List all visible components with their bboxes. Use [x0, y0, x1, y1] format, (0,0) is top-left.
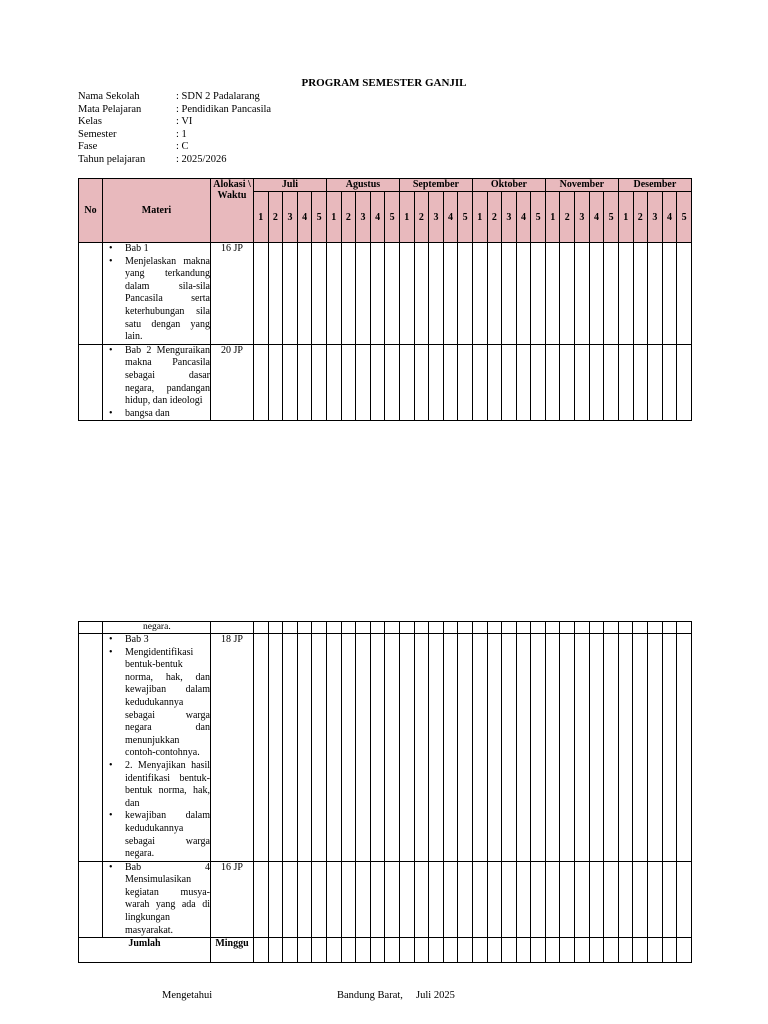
- week-header: 2: [487, 192, 502, 243]
- week-cell: [326, 622, 341, 634]
- signature-left: Mengetahui: [162, 990, 213, 1001]
- week-header: 2: [268, 192, 283, 243]
- week-header: 5: [458, 192, 473, 243]
- week-cell: [414, 634, 429, 862]
- week-cell: [648, 344, 663, 421]
- week-header: 3: [648, 192, 663, 243]
- week-cell: [487, 634, 502, 862]
- week-cell: [545, 861, 560, 938]
- week-cell: [531, 634, 546, 862]
- week-cell: [472, 861, 487, 938]
- week-cell: [370, 622, 385, 634]
- week-cell: [662, 634, 677, 862]
- week-cell: [618, 938, 633, 963]
- week-header: 5: [385, 192, 400, 243]
- week-cell: [589, 344, 604, 421]
- week-cell: [429, 634, 444, 862]
- week-cell: [341, 622, 356, 634]
- week-header: 4: [297, 192, 312, 243]
- week-cell: [399, 938, 414, 963]
- week-cell: [604, 622, 619, 634]
- week-cell: [604, 938, 619, 963]
- week-cell: [443, 861, 458, 938]
- week-header: 5: [677, 192, 692, 243]
- list-item: • 2. Menyajikan hasil identifikasi bentuk-bentuk norma, hak, dan: [125, 760, 210, 810]
- week-cell: [502, 938, 517, 963]
- week-cell: [589, 938, 604, 963]
- week-header: 3: [429, 192, 444, 243]
- table-row: [79, 634, 692, 862]
- week-cell: [531, 243, 546, 345]
- week-cell: [472, 634, 487, 862]
- week-cell: [414, 622, 429, 634]
- week-cell: [604, 344, 619, 421]
- week-cell: [458, 634, 473, 862]
- week-cell: [443, 243, 458, 345]
- week-cell: [575, 243, 590, 345]
- week-cell: [268, 938, 283, 963]
- week-cell: [502, 861, 517, 938]
- week-cell: [356, 938, 371, 963]
- week-header: 1: [545, 192, 560, 243]
- week-cell: [283, 344, 298, 421]
- week-cell: [531, 861, 546, 938]
- week-cell: [356, 344, 371, 421]
- minggu-label: Minggu: [211, 938, 254, 963]
- week-cell: [545, 344, 560, 421]
- materi-list: [103, 243, 210, 344]
- week-cell: [516, 622, 531, 634]
- week-cell: [648, 634, 663, 862]
- week-cell: [487, 344, 502, 421]
- week-header: 1: [472, 192, 487, 243]
- week-cell: [283, 938, 298, 963]
- week-cell: [254, 861, 269, 938]
- week-cell: [604, 861, 619, 938]
- week-cell: [458, 938, 473, 963]
- week-header: 3: [356, 192, 371, 243]
- week-cell: [414, 938, 429, 963]
- week-cell: [487, 938, 502, 963]
- week-cell: [458, 243, 473, 345]
- week-cell: [385, 243, 400, 345]
- info-label: Nama Sekolah: [78, 91, 140, 102]
- materi-list: [103, 862, 210, 938]
- week-cell: [429, 344, 444, 421]
- week-cell: [487, 243, 502, 345]
- week-cell: [662, 622, 677, 634]
- week-cell: [677, 938, 692, 963]
- week-cell: [472, 938, 487, 963]
- cell-no: [79, 861, 103, 938]
- week-cell: [268, 634, 283, 862]
- week-cell: [531, 622, 546, 634]
- week-cell: [254, 622, 269, 634]
- week-cell: [399, 634, 414, 862]
- week-cell: [414, 344, 429, 421]
- week-cell: [356, 861, 371, 938]
- cell-alokasi: [211, 622, 254, 634]
- cell-no: [79, 622, 103, 634]
- info-label: Tahun pelajaran: [78, 153, 146, 165]
- table-row: [79, 243, 692, 345]
- month-header: Juli: [254, 179, 327, 192]
- week-cell: [502, 622, 517, 634]
- list-item: • Bab 2 Menguraikan makna Pancasila sebagai dasar negara, pandangan hidup, dan ideologi: [125, 345, 210, 408]
- week-cell: [326, 938, 341, 963]
- week-cell: [677, 634, 692, 862]
- info-label: Mata Pelajaran: [78, 103, 142, 115]
- week-cell: [531, 938, 546, 963]
- week-cell: [545, 243, 560, 345]
- week-header: 2: [560, 192, 575, 243]
- week-cell: [399, 622, 414, 634]
- week-cell: [443, 634, 458, 862]
- week-cell: [648, 861, 663, 938]
- week-cell: [648, 243, 663, 345]
- materi-list: [103, 634, 210, 861]
- week-header: 5: [604, 192, 619, 243]
- week-cell: [341, 634, 356, 862]
- week-cell: [443, 344, 458, 421]
- week-cell: [414, 861, 429, 938]
- materi-list: [103, 345, 210, 421]
- week-cell: [312, 622, 327, 634]
- week-cell: [385, 344, 400, 421]
- week-cell: [268, 622, 283, 634]
- week-cell: [326, 861, 341, 938]
- info-value: : VI: [176, 116, 193, 127]
- week-cell: [516, 861, 531, 938]
- list-item: • kewajiban dalam kedudukannya sebagai warga negara.: [125, 810, 210, 860]
- info-value: : SDN 2 Padalarang: [176, 91, 260, 102]
- week-cell: [560, 243, 575, 345]
- week-cell: [254, 634, 269, 862]
- week-cell: [516, 243, 531, 345]
- week-cell: [370, 861, 385, 938]
- continuation-row: [79, 622, 692, 634]
- info-value: : 1: [176, 128, 187, 140]
- alokasi-cell: 20 JP: [211, 344, 254, 421]
- week-cell: [516, 344, 531, 421]
- week-header: 2: [341, 192, 356, 243]
- schedule-table-page-1: [78, 178, 692, 421]
- week-cell: [414, 243, 429, 345]
- week-cell: [575, 861, 590, 938]
- materi-cell: [103, 344, 211, 421]
- page-title: PROGRAM SEMESTER GANJIL: [301, 77, 467, 89]
- week-cell: [662, 243, 677, 345]
- week-cell: [356, 634, 371, 862]
- week-cell: [516, 938, 531, 963]
- week-header: 3: [575, 192, 590, 243]
- info-value: : C: [176, 141, 189, 152]
- list-item: • bangsa dan: [125, 408, 210, 421]
- cell-no: [79, 634, 103, 862]
- materi-cell: [103, 243, 211, 345]
- week-cell: [633, 622, 648, 634]
- week-header: 5: [531, 192, 546, 243]
- week-cell: [648, 938, 663, 963]
- schedule-table-page-2: [78, 621, 692, 963]
- week-cell: [618, 344, 633, 421]
- week-cell: [385, 622, 400, 634]
- week-cell: [429, 938, 444, 963]
- week-cell: [633, 243, 648, 345]
- week-cell: [283, 861, 298, 938]
- week-cell: [633, 861, 648, 938]
- header-no: No: [79, 179, 103, 243]
- week-cell: [589, 634, 604, 862]
- week-cell: [385, 861, 400, 938]
- week-cell: [560, 861, 575, 938]
- week-cell: [268, 243, 283, 345]
- week-cell: [370, 634, 385, 862]
- header-materi: Materi: [103, 179, 211, 243]
- week-cell: [399, 861, 414, 938]
- cell-no: [79, 344, 103, 421]
- week-header: 2: [633, 192, 648, 243]
- week-cell: [268, 344, 283, 421]
- week-cell: [662, 861, 677, 938]
- week-cell: [575, 634, 590, 862]
- week-cell: [575, 344, 590, 421]
- week-cell: [297, 344, 312, 421]
- jumlah-row: [79, 938, 692, 963]
- info-label: Semester: [78, 128, 117, 140]
- week-cell: [618, 622, 633, 634]
- list-item: • Menjelaskan makna yang terkandung dalam sila-sila Pancasila serta keterhubungan sila satu dengan yang lain.: [125, 256, 210, 344]
- week-cell: [312, 938, 327, 963]
- week-cell: [545, 938, 560, 963]
- week-cell: [385, 634, 400, 862]
- week-cell: [429, 861, 444, 938]
- week-cell: [502, 243, 517, 345]
- week-header: 4: [370, 192, 385, 243]
- month-header: Oktober: [472, 179, 545, 192]
- week-cell: [385, 938, 400, 963]
- week-cell: [589, 861, 604, 938]
- week-cell: [312, 634, 327, 862]
- week-cell: [575, 938, 590, 963]
- week-cell: [560, 938, 575, 963]
- week-cell: [341, 344, 356, 421]
- week-cell: [326, 634, 341, 862]
- table-row: [79, 861, 692, 938]
- week-cell: [326, 344, 341, 421]
- alokasi-cell: 16 JP: [211, 861, 254, 938]
- week-cell: [443, 938, 458, 963]
- week-header: 4: [516, 192, 531, 243]
- week-cell: [677, 243, 692, 345]
- week-cell: [283, 622, 298, 634]
- week-cell: [399, 243, 414, 345]
- week-cell: [458, 861, 473, 938]
- week-cell: [516, 634, 531, 862]
- week-cell: [560, 634, 575, 862]
- week-cell: [472, 622, 487, 634]
- month-header: Desember: [618, 179, 691, 192]
- week-cell: [283, 634, 298, 862]
- list-item: • Bab 1: [125, 243, 210, 256]
- week-cell: [341, 243, 356, 345]
- list-item: • Mengidentifikasi bentuk-bentuk norma, hak, dan kewajiban dalam kedudukannya sebagai warga negara dan menunjukkan contoh-contohnya.: [125, 647, 210, 760]
- info-label: Fase: [78, 141, 98, 152]
- week-cell: [312, 243, 327, 345]
- week-header: 4: [589, 192, 604, 243]
- week-cell: [458, 344, 473, 421]
- info-row-year: [78, 154, 271, 167]
- week-cell: [633, 634, 648, 862]
- alokasi-cell: 18 JP: [211, 634, 254, 862]
- week-header: 3: [283, 192, 298, 243]
- week-cell: [472, 243, 487, 345]
- week-cell: [370, 344, 385, 421]
- week-cell: [458, 622, 473, 634]
- week-cell: [618, 634, 633, 862]
- week-cell: [370, 243, 385, 345]
- week-cell: [677, 861, 692, 938]
- week-cell: [648, 622, 663, 634]
- week-header: 5: [312, 192, 327, 243]
- week-cell: [531, 344, 546, 421]
- week-cell: [429, 243, 444, 345]
- week-cell: [370, 938, 385, 963]
- week-header: 1: [254, 192, 269, 243]
- signature-right: Bandung Barat, Juli 2025: [337, 990, 455, 1001]
- week-cell: [356, 243, 371, 345]
- month-header: November: [545, 179, 618, 192]
- week-cell: [297, 634, 312, 862]
- table-row: [79, 344, 692, 421]
- week-cell: [662, 344, 677, 421]
- week-cell: [502, 634, 517, 862]
- week-cell: [341, 861, 356, 938]
- month-header: September: [399, 179, 472, 192]
- header-alokasi: Alokasi \ Waktu: [211, 179, 254, 243]
- week-header: 4: [662, 192, 677, 243]
- week-cell: [443, 622, 458, 634]
- week-cell: [677, 344, 692, 421]
- continuation-text: negara.: [103, 622, 211, 634]
- week-cell: [399, 344, 414, 421]
- week-cell: [356, 622, 371, 634]
- week-cell: [589, 622, 604, 634]
- week-header: 3: [502, 192, 517, 243]
- week-cell: [589, 243, 604, 345]
- week-cell: [254, 938, 269, 963]
- week-cell: [677, 622, 692, 634]
- week-cell: [545, 622, 560, 634]
- info-value: : 2025/2026: [176, 153, 227, 165]
- week-cell: [297, 243, 312, 345]
- week-cell: [268, 861, 283, 938]
- week-cell: [341, 938, 356, 963]
- week-cell: [326, 243, 341, 345]
- week-cell: [312, 861, 327, 938]
- list-item: • Bab 4 Mensimulasikan kegiatan musya-warah yang ada di lingkungan masyarakat.: [125, 862, 210, 938]
- week-cell: [618, 243, 633, 345]
- info-value: : Pendidikan Pancasila: [176, 103, 272, 115]
- week-cell: [487, 622, 502, 634]
- info-row-semester: [78, 129, 271, 142]
- week-header: 1: [618, 192, 633, 243]
- week-cell: [283, 243, 298, 345]
- list-item: • Bab 3: [125, 634, 210, 647]
- jumlah-label: Jumlah: [79, 938, 211, 963]
- week-cell: [662, 938, 677, 963]
- week-cell: [545, 634, 560, 862]
- week-cell: [618, 861, 633, 938]
- week-cell: [312, 344, 327, 421]
- week-cell: [502, 344, 517, 421]
- week-cell: [633, 938, 648, 963]
- info-row-class: [78, 116, 271, 129]
- week-cell: [297, 622, 312, 634]
- week-header: 4: [443, 192, 458, 243]
- week-cell: [487, 861, 502, 938]
- week-header: 1: [399, 192, 414, 243]
- week-cell: [472, 344, 487, 421]
- materi-cell: [103, 861, 211, 938]
- week-cell: [560, 622, 575, 634]
- cell-no: [79, 243, 103, 345]
- week-header: 1: [326, 192, 341, 243]
- week-cell: [254, 344, 269, 421]
- info-row-subject: [78, 104, 271, 117]
- week-cell: [297, 861, 312, 938]
- week-cell: [604, 243, 619, 345]
- week-header: 2: [414, 192, 429, 243]
- week-cell: [429, 622, 444, 634]
- month-header: Agustus: [326, 179, 399, 192]
- week-cell: [604, 634, 619, 862]
- info-row-phase: [78, 141, 271, 154]
- info-label: Kelas: [78, 116, 102, 127]
- week-cell: [633, 344, 648, 421]
- week-cell: [297, 938, 312, 963]
- week-cell: [575, 622, 590, 634]
- materi-cell: [103, 634, 211, 862]
- week-cell: [560, 344, 575, 421]
- info-row-school: [78, 91, 271, 104]
- school-info: [78, 91, 271, 166]
- alokasi-cell: 16 JP: [211, 243, 254, 345]
- week-cell: [254, 243, 269, 345]
